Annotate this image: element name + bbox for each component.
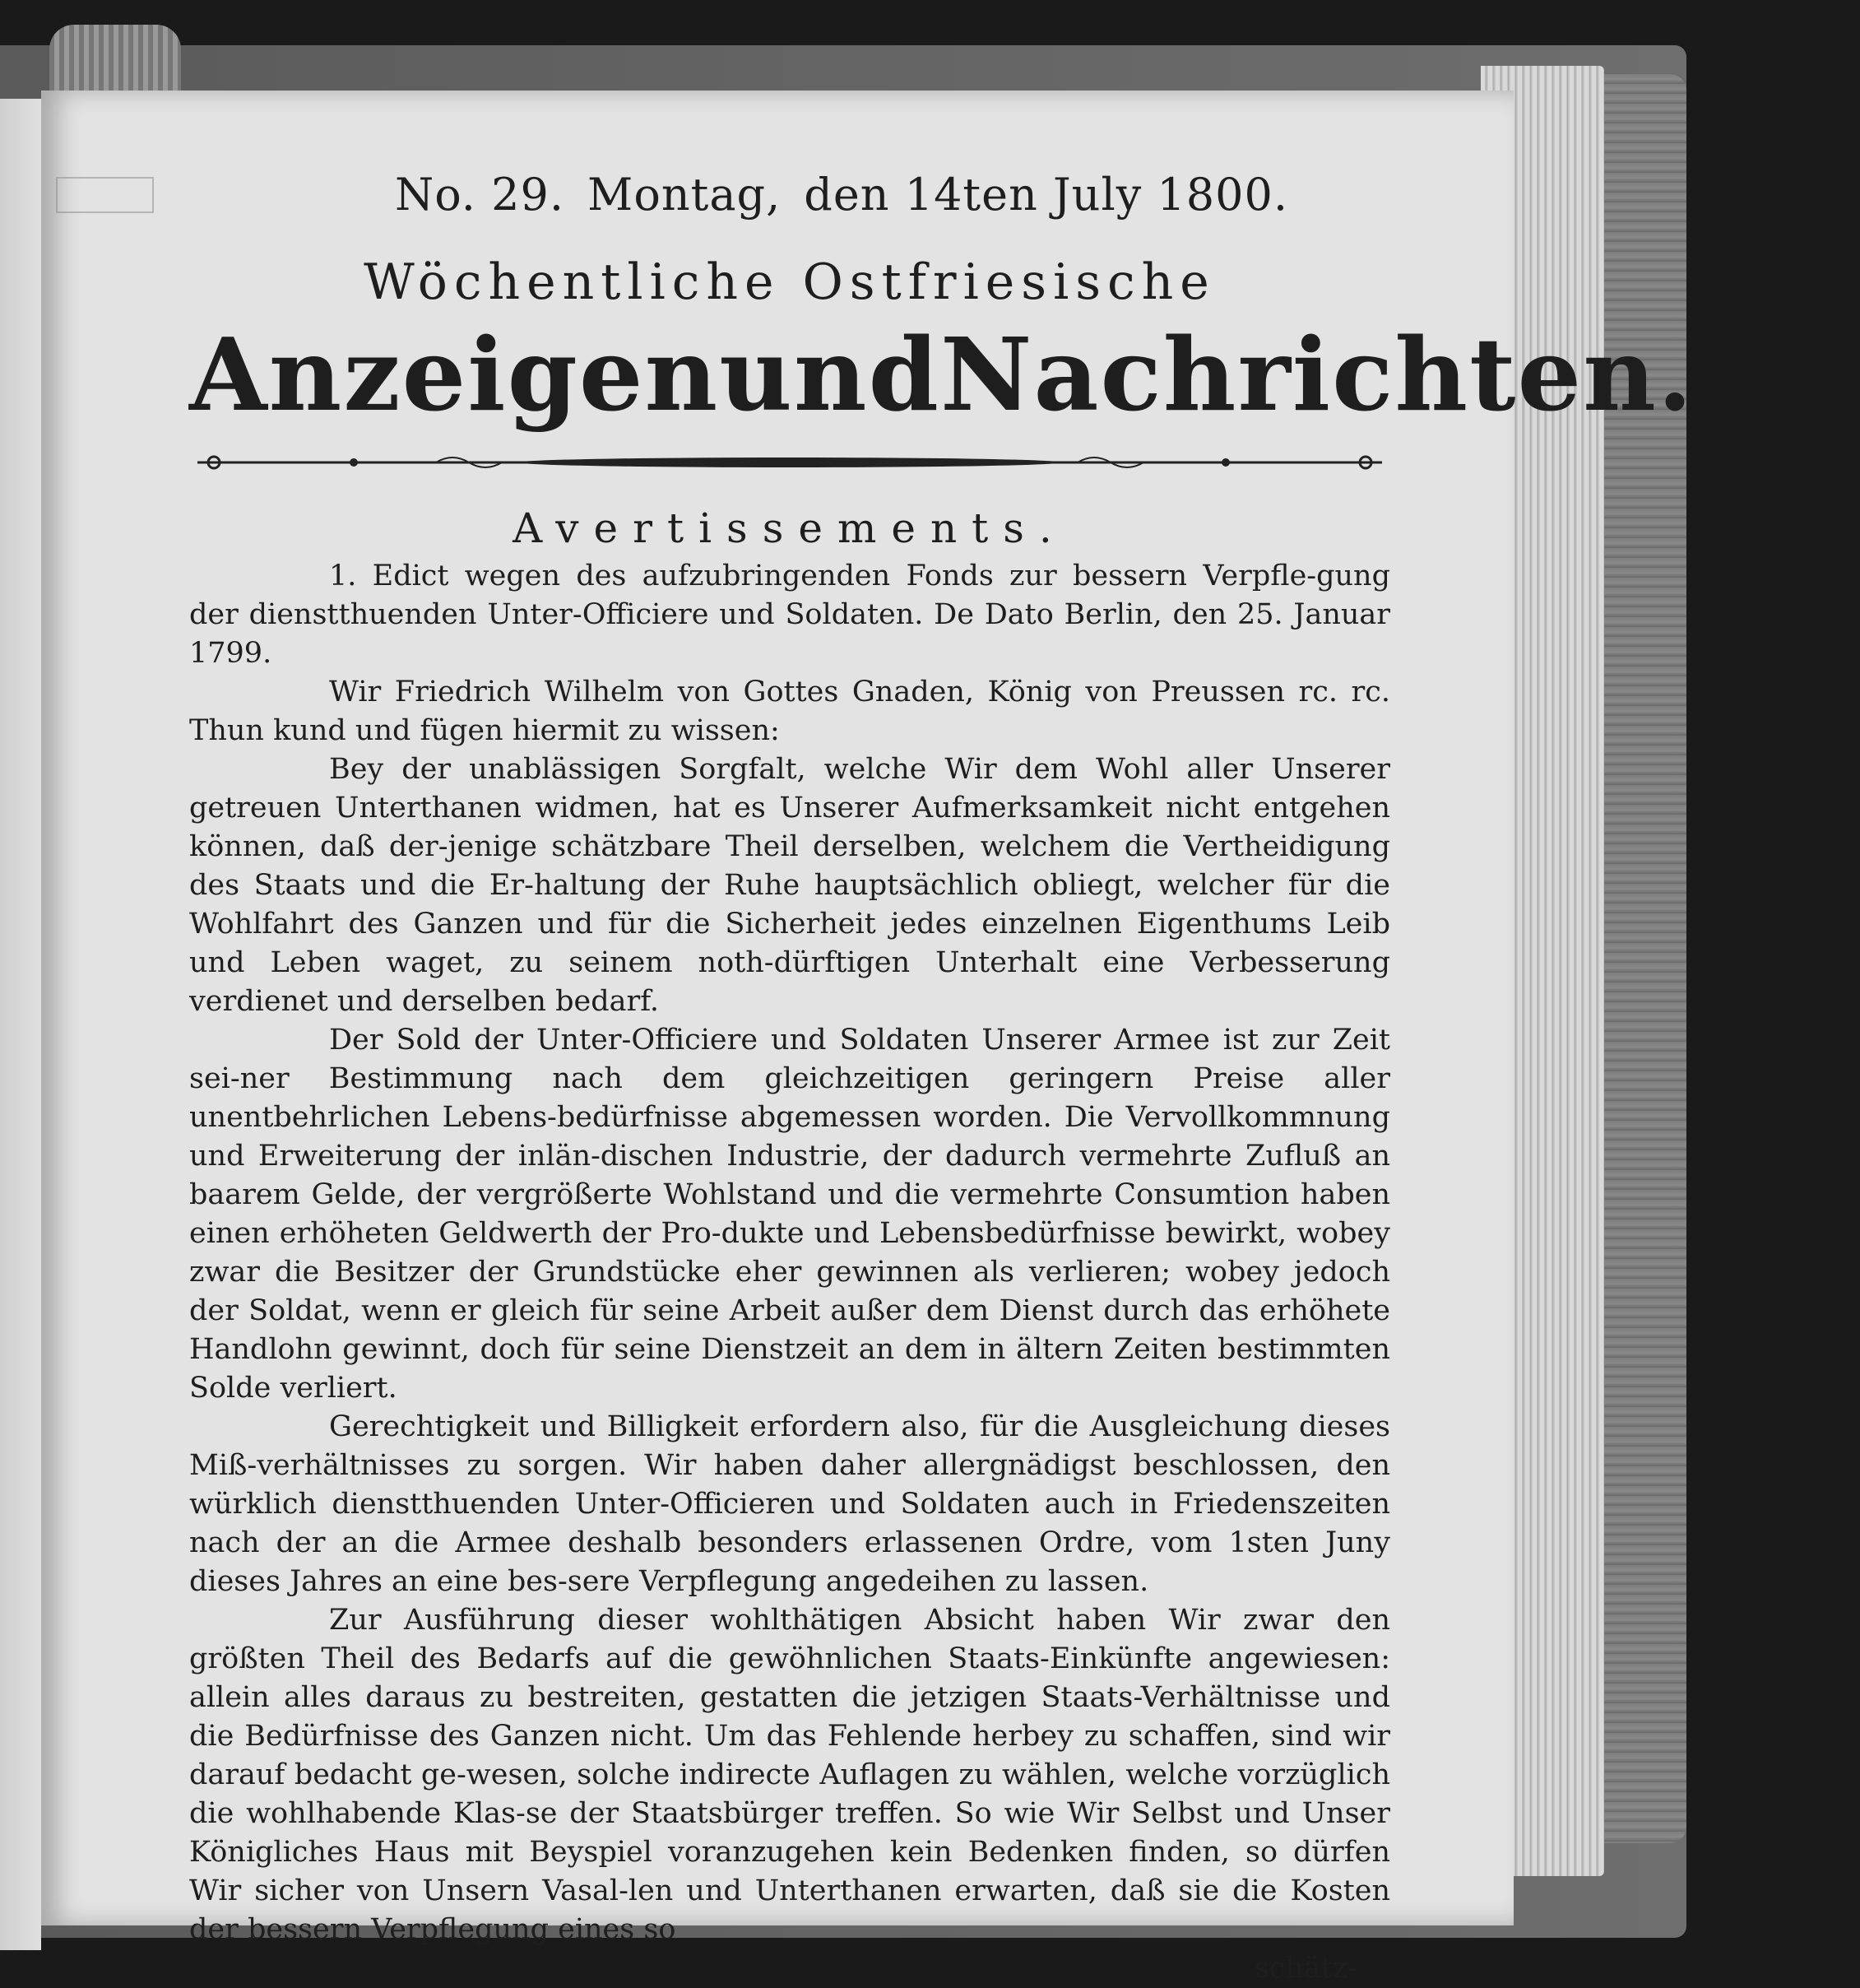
paragraph-care: Bey der unablässigen Sorgfalt, welche Wir dem Wohl aller Unserer getreuen Unterthanen widmen, hat es Unserer Aufmerksamkeit nicht entgehen können, daß der-jenige schätzbare Theil derselben, welchem die Vertheidigung des Staats und die Er-haltung der Ruhe hauptsächlich obliegt, welcher für die Wohlfahrt des Ganzen und für die Sicherheit jedes einzelnen Eigenthums Leib und Leben waget, zu seinem noth-dürftigen Unterhalt eine Verbesserung verdienet und derselben bedarf.: [189, 753, 1390, 1018]
section-title: Avertissements.: [513, 504, 1067, 552]
left-page-edge: [0, 99, 41, 1950]
issue-weekday: Montag,: [587, 169, 782, 221]
issue-number: No. 29.: [395, 169, 565, 221]
issue-date: den 14ten July 1800.: [804, 169, 1288, 221]
page-content: [189, 169, 1695, 1988]
newspaper-title: [189, 315, 1695, 434]
catchword: schätz-: [1254, 1952, 1357, 1985]
headband: [49, 25, 181, 99]
title-word-2: und: [719, 315, 940, 434]
newspaper-subtitle: Wöchentliche Ostfriesische: [364, 253, 1216, 311]
title-word-1: Anzeigen: [189, 315, 720, 434]
masthead: [395, 169, 1390, 221]
newspaper-page: [41, 91, 1695, 1985]
paragraph-pay: Der Sold der Unter-Officiere und Soldaten Unserer Armee ist zur Zeit sei-ner Bestimmung nach dem gleichzeitigen geringern Preise aller unentbehrlichen Lebens-bedürfnisse abgemessen worden. Die Vervollkommnung und Erweiterung der inlän-dischen Industrie, der dadurch vermehrte Zufluß an baarem Gelde, der vergrößerte Wohlstand und die vermehrte Consumtion haben einen erhöheten Geldwerth der Pro-dukte und Lebensbedürfnisse bewirkt, wobey zwar die Besitzer der Grundstücke eher gewinnen als verlieren; wobey jedoch der Soldat, wenn er gleich für seine Arbeit außer dem Dienst durch das erhöhete Handlohn gewinnt, doch für seine Dienstzeit an dem in ältern Zeiten bestimmten Solde verliert.: [189, 1024, 1390, 1405]
ornamental-rule: [189, 452, 1390, 473]
paragraph-king-proclamation: Wir Friedrich Wilhelm von Gottes Gnaden, König von Preussen rc. rc. Thun kund und fügen hiermit zu wissen:: [189, 676, 1390, 747]
paragraph-execution: Zur Ausführung dieser wohlthätigen Absicht haben Wir zwar den größten Theil des Bedarfs auf die gewöhnlichen Staats-Einkünfte angewiesen: allein alles daraus zu bestreiten, gestatten die jetzigen Staats-Verhältnisse und die Bedürfnisse des Ganzen nicht. Um das Fehlende herbey zu schaffen, sind wir darauf bedacht ge-wesen, solche indirecte Auflagen zu wählen, welche vorzüglich die wohlhabende Klas-se der Staatsbürger treffen. So wie Wir Selbst und Unser Königliches Haus mit Beyspiel voranzugehen kein Bedenken finden, so dürfen Wir sicher von Unsern Vasal-len und Unterthanen erwarten, daß sie die Kosten der bessern Verpflegung eines so: [189, 1604, 1390, 1946]
title-word-3: Nachrichten.: [939, 315, 1695, 434]
faded-stamp: [56, 177, 154, 213]
paragraph-edict-heading: 1. Edict wegen des aufzubringenden Fonds zur bessern Verpfle-gung der dienstthuenden Unter-Officiere und Soldaten. De Dato Berlin, den 25. Januar 1799.: [189, 560, 1390, 670]
paragraph-justice: Gerechtigkeit und Billigkeit erfordern also, für die Ausgleichung dieses Miß-verhältnisses zu sorgen. Wir haben daher allergnädigst beschlossen, den würklich dienstthuenden Unter-Officieren und Soldaten auch in Friedenszeiten nach der an die Armee deshalb besonders erlassenen Ordre, vom 1sten Juny dieses Jahres an eine bes-sere Verpflegung angedeihen zu lassen.: [189, 1410, 1390, 1598]
article-body: [189, 557, 1390, 1988]
